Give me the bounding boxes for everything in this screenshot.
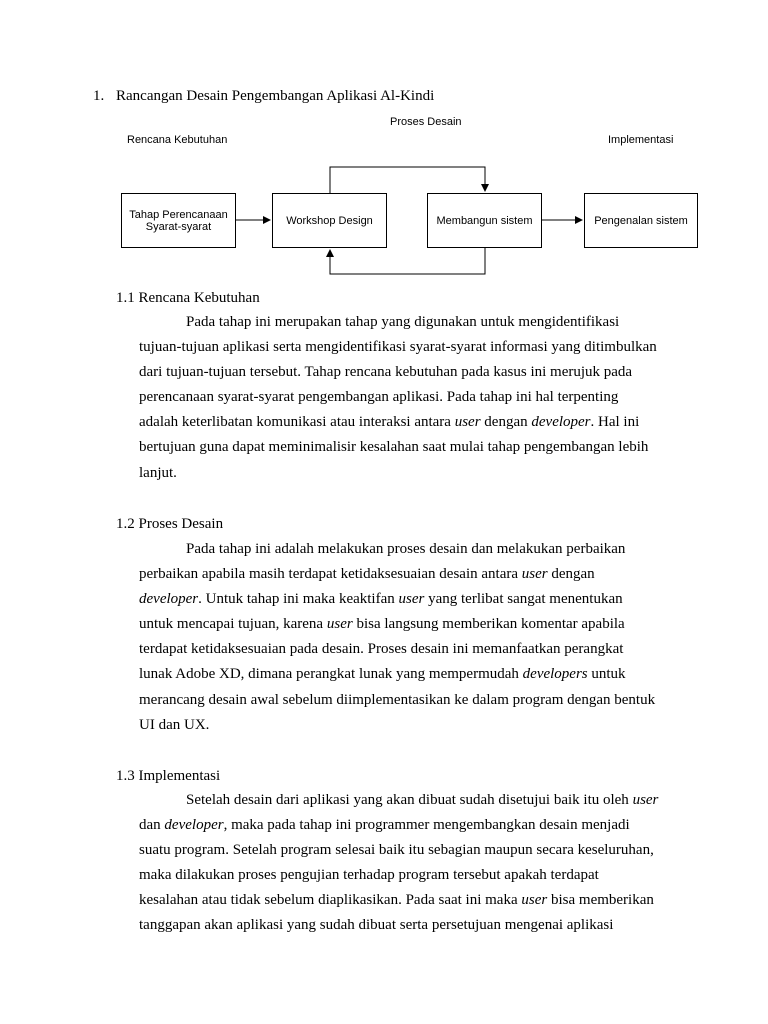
box-membangun-sistem: Membangun sistem xyxy=(427,193,542,248)
arrow-membangun-to-workshop xyxy=(330,248,485,274)
box-pengenalan-sistem: Pengenalan sistem xyxy=(584,193,698,248)
box-workshop-design: Workshop Design xyxy=(272,193,387,248)
section-title-implementasi: 1.3 Implementasi xyxy=(116,768,221,784)
para-line: Setelah desain dari aplikasi yang akan dibuat sudah disetujui baik itu oleh user xyxy=(186,792,659,808)
section-title-proses: 1.2 Proses Desain xyxy=(116,516,224,532)
para-line: Pada tahap ini adalah melakukan proses desain dan melakukan perbaikan xyxy=(186,541,626,557)
para-line: maka dilakukan proses pengujian terhadap program tersebut apakah terdapat xyxy=(139,867,599,884)
box-tahap-line1: Tahap Perencanaan xyxy=(129,208,228,221)
paragraph-rencana xyxy=(139,310,679,486)
process-diagram xyxy=(110,112,710,282)
document-heading xyxy=(93,87,434,105)
label-rencana-kebutuhan: Rencana Kebutuhan xyxy=(127,134,228,146)
box-tahap-perencanaan xyxy=(121,193,236,248)
para-line: bertujuan guna dapat meminimalisir kesalahan saat mulai tahap pengembangan lebih xyxy=(139,439,649,456)
section-title-rencana: 1.1 Rencana Kebutuhan xyxy=(116,290,260,306)
para-line: untuk mencapai tujuan, karena user bisa langsung memberikan komentar apabila xyxy=(139,616,625,633)
para-line: terdapat ketidaksesuaian pada desain. Proses desain ini memanfaatkan perangkat xyxy=(139,641,624,658)
para-line: perencanaan syarat-syarat pengembangan aplikasi. Pada tahap ini hal terpenting xyxy=(139,389,619,406)
para-line: tanggapan akan aplikasi yang sudah dibuat serta persetujuan mengenai aplikasi xyxy=(139,917,614,934)
para-line: Pada tahap ini merupakan tahap yang digunakan untuk mengidentifikasi xyxy=(186,314,620,330)
label-implementasi: Implementasi xyxy=(608,134,674,146)
para-line: dari tujuan-tujuan tersebut. Tahap rencana kebutuhan pada kasus ini merujuk pada xyxy=(139,364,633,381)
para-line: UI dan UX. xyxy=(139,716,210,733)
heading-number: 1. xyxy=(93,88,105,104)
para-line: merancang desain awal sebelum diimplementasikan ke dalam program dengan bentuk xyxy=(139,691,656,708)
para-line: perbaikan apabila masih terdapat ketidaksesuaian desain antara user dengan xyxy=(139,566,595,583)
paragraph-proses xyxy=(139,537,679,738)
para-line: tujuan-tujuan aplikasi serta mengidentifikasi syarat-syarat informasi yang ditimbulkan xyxy=(139,339,657,356)
paragraph-implementasi xyxy=(139,788,679,939)
para-line: developer. Untuk tahap ini maka keaktifan user yang terlibat sangat menentukan xyxy=(139,591,623,608)
heading-title: Rancangan Desain Pengembangan Aplikasi Al-Kindi xyxy=(116,88,435,104)
box-tahap-line2: Syarat-syarat xyxy=(145,220,212,233)
para-line: lanjut. xyxy=(139,464,177,481)
para-line: dan developer, maka pada tahap ini programmer mengembangkan desain menjadi xyxy=(139,817,630,834)
arrow-workshop-to-membangun xyxy=(330,167,485,193)
label-proses-desain: Proses Desain xyxy=(390,116,462,128)
para-line: lunak Adobe XD, dimana perangkat lunak yang mempermudah developers untuk xyxy=(139,666,626,683)
para-line: suatu program. Setelah program selesai baik itu sebagian maupun secara keseluruhan, xyxy=(139,842,654,859)
para-line: adalah keterlibatan komunikasi atau interaksi antara user dengan developer. Hal ini xyxy=(139,414,640,431)
para-line: kesalahan atau tidak sebelum diaplikasikan. Pada saat ini maka user bisa memberikan xyxy=(139,892,654,909)
